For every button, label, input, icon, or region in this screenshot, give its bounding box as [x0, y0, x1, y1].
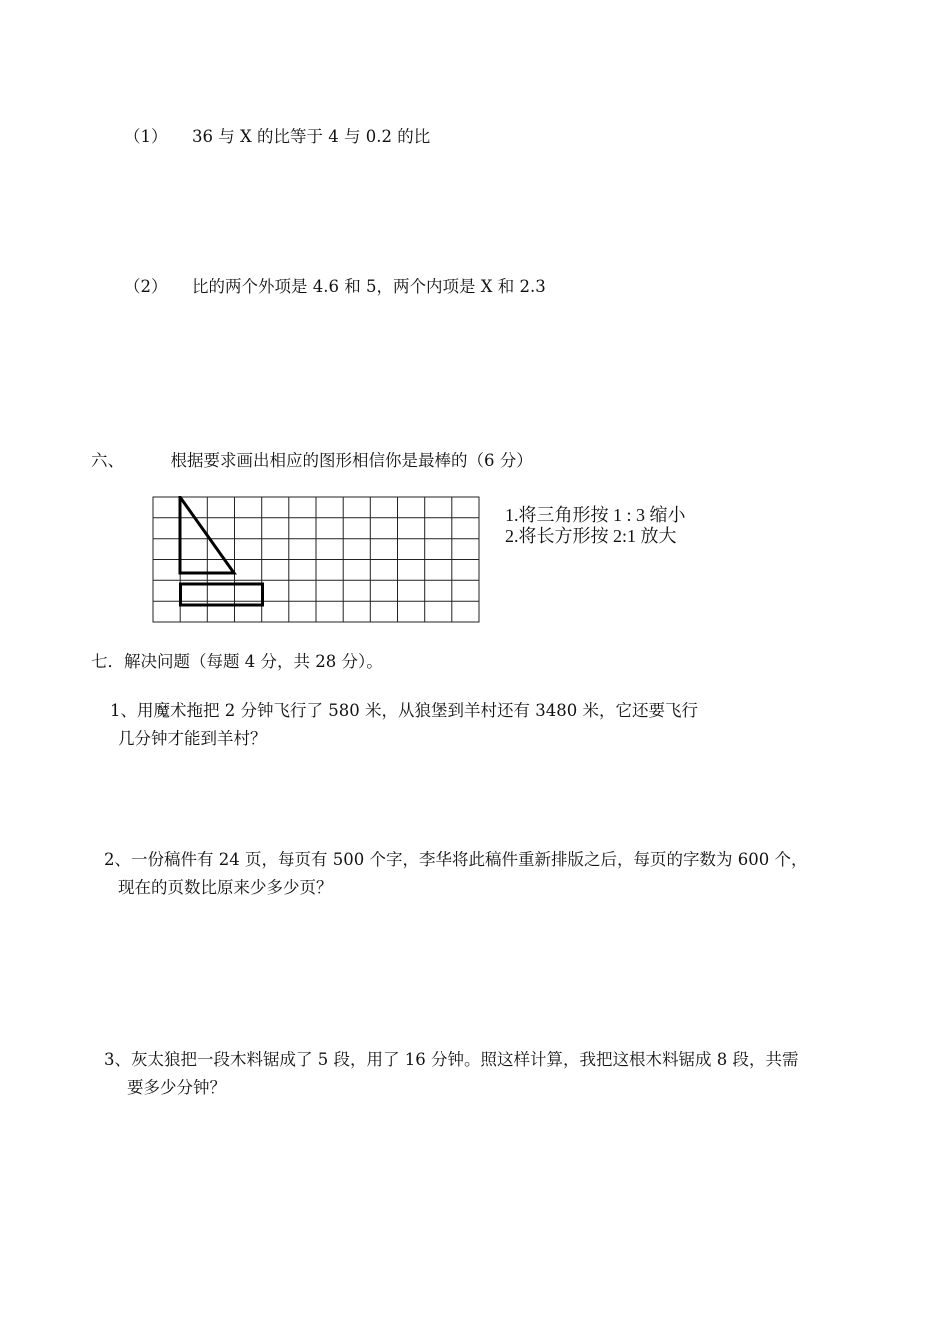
- question-number: （2）: [124, 277, 168, 296]
- grid-lines: [153, 497, 479, 622]
- problem-2-line-1: 2、一份稿件有 24 页，每页有 500 个字，李华将此稿件重新排版之后，每页的字数为 600 个，: [104, 850, 808, 869]
- problem-3-line-1: 3、灰太狼把一段木料锯成了 5 段，用了 16 分钟。照这样计算，我把这根木料锯成 8 段，共需: [104, 1050, 799, 1069]
- question-text: 比的两个外项是 4.6 和 5，两个内项是 X 和 2.3: [192, 277, 546, 296]
- section-6-heading: [91, 451, 533, 471]
- question-text: 36 与 X 的比等于 4 与 0.2 的比: [192, 127, 431, 146]
- question-5-1: [124, 127, 430, 147]
- question-number: （1）: [124, 127, 168, 146]
- grid-svg: [152, 496, 482, 626]
- section-number: 六、: [91, 451, 124, 470]
- section-7-heading: 七．解决问题（每题 4 分，共 28 分）。: [91, 652, 383, 671]
- instruction-enlarge-rectangle: 2.将长方形按 2:1 放大: [505, 526, 677, 546]
- problem-1-line-2: 几分钟才能到羊村？: [118, 729, 267, 748]
- section-title: 根据要求画出相应的图形相信你是最棒的（6 分）: [170, 451, 533, 470]
- instruction-shrink-triangle: 1.将三角形按 1 : 3 缩小: [505, 505, 686, 525]
- drawing-instructions: [505, 505, 686, 547]
- problem-3-line-2: 要多少分钟？: [127, 1078, 226, 1097]
- rectangle-shape: [181, 584, 263, 605]
- drawing-grid: [152, 496, 482, 630]
- problem-2-line-2: 现在的页数比原来少多少页？: [118, 878, 333, 897]
- question-5-2: [124, 277, 546, 297]
- problem-1-line-1: 1、用魔术拖把 2 分钟飞行了 580 米，从狼堡到羊村还有 3480 米，它还要飞行: [110, 701, 698, 720]
